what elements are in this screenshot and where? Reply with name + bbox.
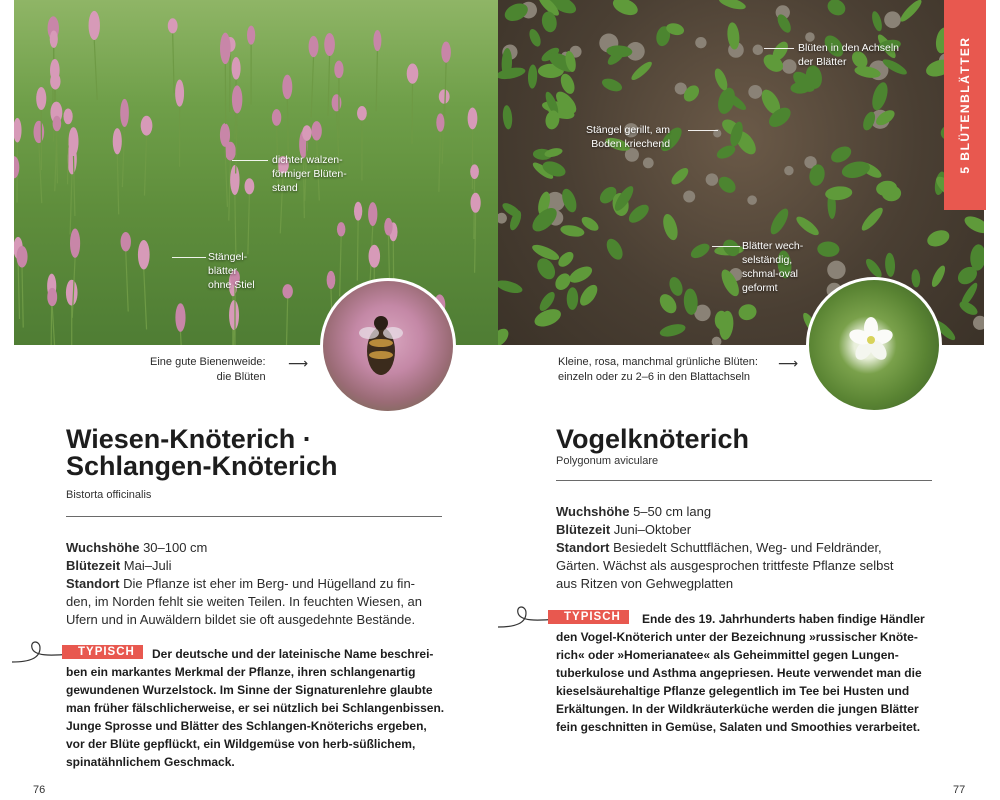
arrow-right-icon: ⟶ bbox=[778, 355, 799, 371]
facts-block bbox=[66, 539, 446, 629]
typisch-text: Ende des 19. Jahrhunderts haben findige Händler den Vogel-Knöterich unter der Bezeichnung »russischer Knöte- rich« oder »Homerianatee« als Geheimmittel gegen Lungen- tuberkulose und Asthma angepriesen. Heute verwendet man die kieselsäurehaltige Pflanze gelegentlich im Tee bei Husten und Erkältungen. In der Wildkräuterküche werden die jungen Blätter fein geschnitten in Gemüse, Salaten und Smoothies verarbeitet. bbox=[556, 612, 925, 734]
annotation-leaves: Blätter wech- selständig, schmal-oval geformt bbox=[742, 240, 804, 294]
latin-name: Polygonum aviculare bbox=[556, 455, 659, 467]
annotation-leader bbox=[712, 246, 740, 247]
facts-block bbox=[556, 503, 946, 593]
chapter-tab-label: 5 BLÜTENBLÄTTER bbox=[958, 36, 972, 174]
page-number-right: 77 bbox=[953, 784, 966, 796]
annotation-leader bbox=[764, 48, 794, 49]
typisch-tag: TYPISCH bbox=[62, 645, 143, 659]
arrow-right-icon: ⟶ bbox=[288, 355, 309, 371]
page-number-left: 76 bbox=[33, 784, 46, 796]
white-flower-inset bbox=[806, 277, 942, 413]
annotation-leader bbox=[232, 160, 268, 161]
fact-habitat: Standort Die Pflanze ist eher im Berg- und Hügelland zu fin- den, im Norden fehlt sie weiten Teilen. In feuchten Wiesen, an Ufern und in Auwäldern bildet sie oft ausgedehnte Bestände. bbox=[66, 576, 423, 627]
fact-height: Wuchshöhe 30–100 cm bbox=[66, 540, 208, 555]
typisch-text: Der deutsche und der lateinische Name beschrei- ben ein markantes Merkmal der Pflanze, ihren schlangenartig gewundenen Wurzelstock. Im Sinne der Signaturenlehre glaubte man früher fälschlicherweise, er sei nützlich bei Schlangenbissen. Junge Sprosse und Blätter des Schlangen-Knöterichs ergeben, vor der Blüte gepflückt, ein Wildgemüse von herb-süßlichem, spinatähnlichem Geschmack. bbox=[66, 647, 445, 769]
species-title-line1: Wiesen-Knöterich · bbox=[66, 424, 312, 454]
annotation-stem-leaves: Stängel- blätter ohne Stiel bbox=[208, 251, 255, 291]
fact-habitat: Standort Besiedelt Schuttflächen, Weg- und Feldränder, Gärten. Wächst als ausgesprochen trittfeste Pflanze selbst aus Ritzen von Gehwegplatten bbox=[556, 540, 894, 591]
fact-height: Wuchshöhe 5–50 cm lang bbox=[556, 504, 712, 519]
typisch-tag: TYPISCH bbox=[548, 610, 629, 624]
bee-on-flower-inset bbox=[320, 278, 456, 414]
fact-bloom: Blütezeit Juni–Oktober bbox=[556, 522, 692, 537]
species-title: Vogelknöterich bbox=[556, 424, 750, 454]
photo-caption-right: Kleine, rosa, manchmal grünliche Blüten: einzeln oder zu 2–6 in den Blattachseln bbox=[558, 356, 758, 383]
chapter-tab[interactable] bbox=[944, 0, 986, 210]
fact-bloom: Blütezeit Mai–Juli bbox=[66, 558, 172, 573]
annotation-leader bbox=[688, 130, 718, 131]
annotation-leader bbox=[172, 257, 206, 258]
photo-caption-left: Eine gute Bienenweide: die Blüten bbox=[150, 356, 266, 383]
annotation-flower-spike: dichter walzen- förmiger Blüten- stand bbox=[272, 154, 347, 194]
annotation-flowers-axils: Blüten in den Achseln der Blätter bbox=[798, 42, 899, 68]
species-title-line2: Schlangen-Knöterich bbox=[66, 451, 338, 481]
annotation-stem: Stängel gerillt, am Boden kriechend bbox=[586, 124, 671, 150]
divider bbox=[556, 480, 932, 481]
flower-icon bbox=[809, 280, 942, 413]
bee-icon bbox=[323, 281, 456, 414]
latin-name: Bistorta officinalis bbox=[66, 489, 152, 501]
divider bbox=[66, 516, 442, 517]
